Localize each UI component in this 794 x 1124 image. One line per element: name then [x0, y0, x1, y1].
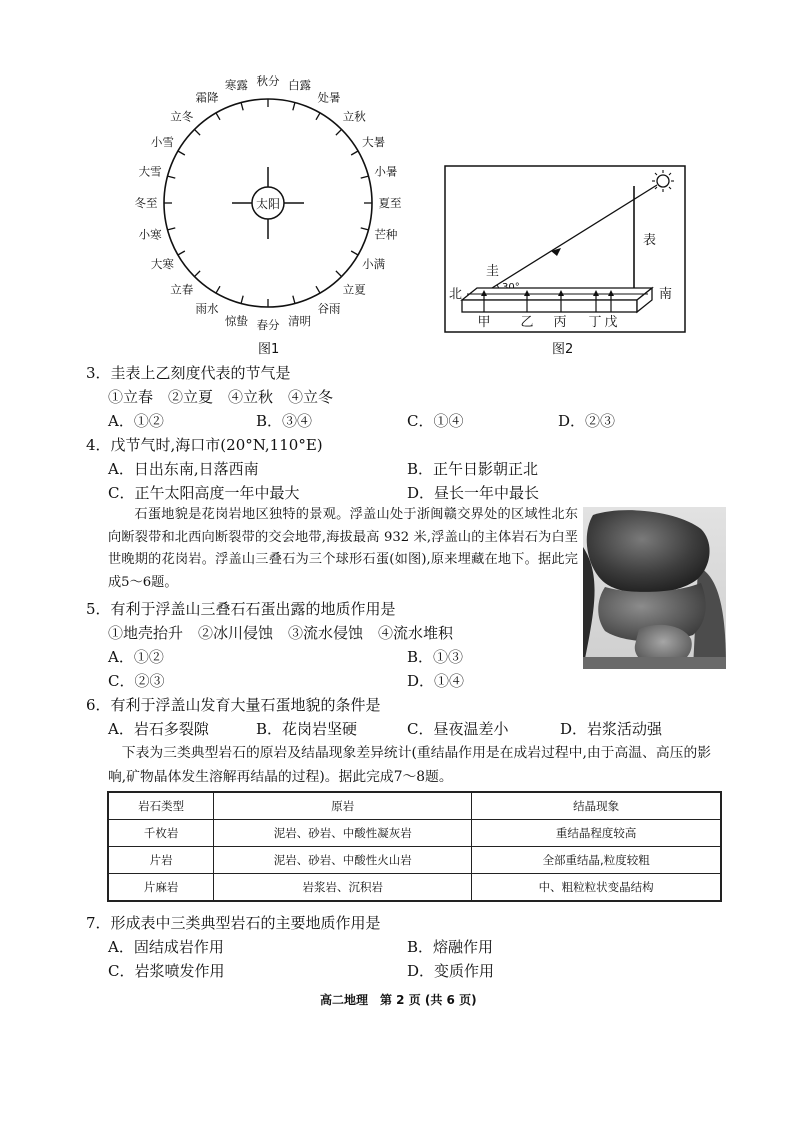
q3-option-c[interactable]: C．①④	[407, 412, 464, 430]
term-tick	[293, 103, 295, 111]
table-row	[108, 820, 721, 847]
table-cell: 中、粗粒粒状变晶结构	[472, 874, 721, 902]
q3-option-d[interactable]: D．②③	[558, 412, 616, 430]
gui-label: 圭	[486, 264, 500, 279]
table-header-crystallization: 结晶现象	[472, 792, 721, 820]
sun-label: 太阳	[255, 197, 281, 211]
south-label: 南	[659, 287, 673, 302]
solar-term-label: 寒露	[224, 78, 248, 93]
q3-items: ①立春 ②立夏 ④立秋 ④立冬	[108, 388, 334, 406]
solar-term-label: 小寒	[138, 227, 162, 242]
north-label: 北	[449, 287, 463, 302]
term-tick	[216, 286, 220, 293]
solar-term-label: 立秋	[342, 109, 366, 124]
term-tick	[241, 296, 243, 304]
solar-term-label: 惊蛰	[224, 313, 248, 328]
solar-term-label: 立冬	[170, 109, 194, 124]
solar-term-label: 立夏	[342, 282, 366, 297]
term-tick	[178, 151, 185, 155]
passage-stone-egg: 石蛋地貌是花岗岩地区独特的景观。浮盖山处于浙闽赣交界处的区域性北东向断裂带和北西向断裂带的交会地带,海拔最高 932 米,浮盖山的主体岩石为白垩世晚期的花岗岩。浮盖山三叠石为三个球形石蛋(如图),原来埋藏在地下。据此完成5～6题。	[108, 507, 578, 590]
solar-term-label: 小暑	[374, 164, 398, 179]
q4-option-d[interactable]: D．昼长一年中最长	[407, 484, 540, 502]
table-cell: 片岩	[108, 847, 214, 874]
q5-option-c[interactable]: C．②③	[108, 672, 165, 690]
solar-term-label: 白露	[288, 78, 312, 93]
q7-option-d[interactable]: D．变质作用	[407, 962, 495, 980]
solar-term-label: 夏至	[378, 196, 402, 210]
solar-term-label: 秋分	[256, 74, 280, 88]
term-tick	[316, 113, 320, 120]
q6-option-d[interactable]: D．岩浆活动强	[560, 720, 663, 738]
q4-stem: 4．戊节气时,海口市(20°N,110°E)	[86, 436, 323, 454]
sun-icon	[652, 170, 674, 192]
q6-option-c[interactable]: C．昼夜温差小	[407, 720, 509, 738]
term-tick	[336, 271, 342, 277]
figure-1-caption: 图1	[258, 342, 280, 357]
table-cell: 泥岩、砂岩、中酸性火山岩	[214, 847, 472, 874]
solar-term-label: 立春	[170, 282, 194, 297]
q7-option-b[interactable]: B．熔融作用	[407, 938, 494, 956]
solar-term-label: 谷雨	[317, 301, 341, 316]
scale-mark-label: 丙	[553, 315, 567, 330]
scale-mark-label: 丁	[588, 315, 602, 330]
scale-mark-label: 戊	[604, 315, 618, 330]
table-cell: 重结晶程度较高	[472, 820, 721, 847]
q7-stem: 7．形成表中三类典型岩石的主要地质作用是	[86, 914, 381, 932]
table-cell: 岩浆岩、沉积岩	[214, 874, 472, 902]
table-header-rock-type: 岩石类型	[108, 792, 214, 820]
sun-ray	[484, 185, 657, 293]
scale-mark-label: 乙	[520, 315, 534, 330]
solar-term-label: 小满	[362, 257, 386, 271]
term-tick	[293, 296, 295, 304]
term-tick	[316, 286, 320, 293]
term-tick	[361, 176, 369, 178]
solar-term-label: 芒种	[374, 227, 398, 242]
q5-option-d[interactable]: D．①④	[407, 672, 465, 690]
figure-2-gnomon-diagram	[440, 160, 690, 338]
ray-arrow	[551, 248, 561, 256]
solar-term-label: 春分	[256, 318, 280, 332]
solar-term-label: 大雪	[138, 164, 162, 179]
rock-photo	[583, 507, 726, 669]
q4-option-b[interactable]: B．正午日影朝正北	[407, 460, 539, 478]
solar-term-label: 清明	[288, 313, 312, 328]
rock-table	[107, 791, 722, 902]
q3-option-a[interactable]: A．①②	[108, 412, 164, 430]
q5-items: ①地壳抬升 ②冰川侵蚀 ③流水侵蚀 ④流水堆积	[108, 624, 454, 642]
term-tick	[241, 103, 243, 111]
solar-term-label: 冬至	[134, 196, 158, 210]
table-header-row	[108, 792, 721, 820]
term-tick	[194, 129, 200, 135]
term-tick	[351, 251, 358, 255]
solar-term-label: 大暑	[362, 135, 386, 149]
solar-term-label: 霜降	[195, 90, 219, 105]
q4-option-a[interactable]: A．日出东南,日落西南	[108, 460, 259, 478]
q5-option-a[interactable]: A．①②	[108, 648, 164, 666]
q6-option-a[interactable]: A．岩石多裂隙	[108, 720, 209, 738]
figure-2-caption: 图2	[552, 342, 574, 357]
term-tick	[336, 129, 342, 135]
q4-option-c[interactable]: C．正午太阳高度一年中最大	[108, 484, 300, 502]
term-tick	[178, 251, 185, 255]
table-cell: 全部重结晶,粒度较粗	[472, 847, 721, 874]
passage-rock-table: 下表为三类典型岩石的原岩及结晶现象差异统计(重结晶作用是在成岩过程中,由于高温、高压的影响,矿物晶体发生溶解再结晶的过程)。据此完成7～8题。	[108, 745, 712, 785]
q7-option-a[interactable]: A．固结成岩作用	[108, 938, 224, 956]
figure-1-solar-terms-diagram	[100, 60, 445, 360]
solar-term-label: 雨水	[195, 301, 219, 316]
solar-term-label: 大寒	[150, 257, 174, 271]
scale-mark-label: 甲	[477, 315, 491, 330]
page-footer: 高二地理 第 2 页 (共 6 页)	[320, 993, 477, 1007]
q7-option-c[interactable]: C．岩浆喷发作用	[108, 962, 225, 980]
table-header-protolith: 原岩	[214, 792, 472, 820]
q5-stem: 5．有利于浮盖山三叠石石蛋出露的地质作用是	[86, 600, 396, 618]
term-tick	[168, 176, 176, 178]
q5-option-b[interactable]: B．①③	[407, 648, 464, 666]
q6-stem: 6．有利于浮盖山发育大量石蛋地貌的条件是	[86, 696, 381, 714]
q3-stem: 3．圭表上乙刻度代表的节气是	[86, 364, 291, 382]
q3-option-b[interactable]: B．③④	[256, 412, 313, 430]
term-tick	[351, 151, 358, 155]
term-tick	[194, 271, 200, 277]
table-row	[108, 874, 721, 902]
table-row	[108, 847, 721, 874]
term-tick	[216, 113, 220, 120]
table-cell: 泥岩、砂岩、中酸性凝灰岩	[214, 820, 472, 847]
table-cell: 片麻岩	[108, 874, 214, 902]
solar-term-label: 处暑	[317, 90, 341, 105]
term-tick	[168, 228, 176, 230]
gnomon-label: 表	[643, 233, 657, 248]
table-cell: 千枚岩	[108, 820, 214, 847]
q6-option-b[interactable]: B．花岗岩坚硬	[256, 720, 358, 738]
solar-term-label: 小雪	[150, 135, 174, 149]
term-tick	[361, 228, 369, 230]
